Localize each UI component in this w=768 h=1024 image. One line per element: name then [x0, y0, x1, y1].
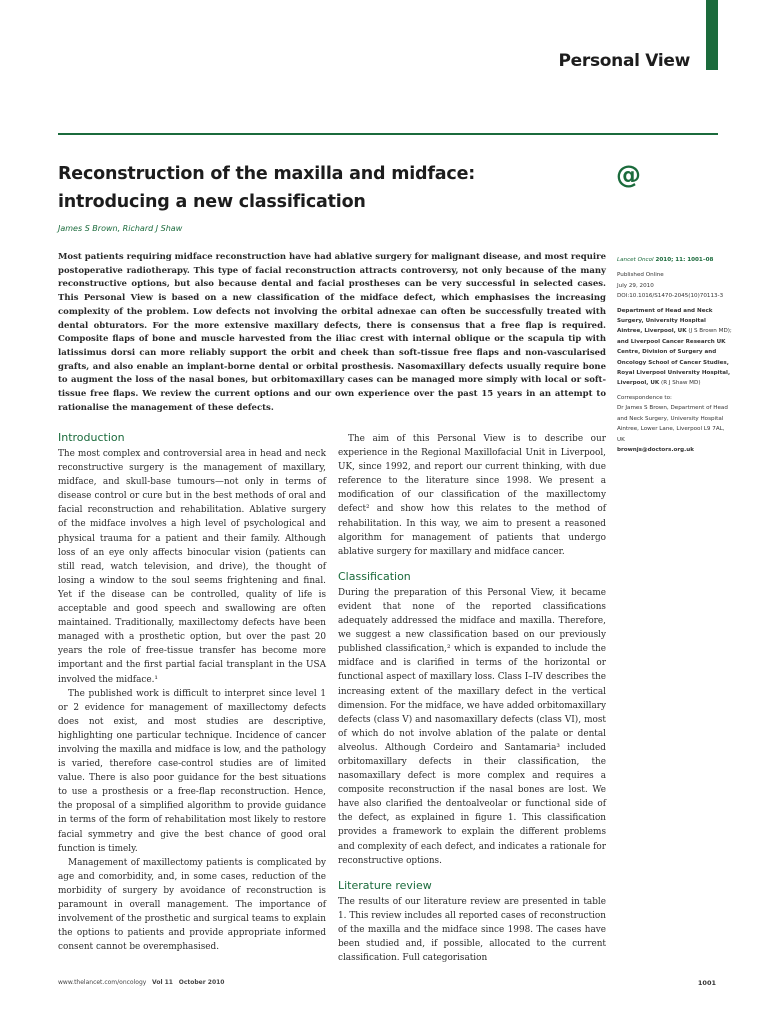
intro-paragraph-1: The most complex and controversial area in head and neck reconstructive surgery is the management of maxillary, midface, and skull-base tumours—not only in terms of disease control or cure but in the best methods of oral and facial reconstruction and rehabilitation. Ablative surgery of the midface involves a high level of psychological and physical trauma for a patient and their family. Although loss of an eye only affects binocular vision (patients can still read, watch television, and drive), the thought of losing a window to the soul seems frightening and final. Yet if the disease can be controlled, quality of life is acceptable and good speech and swallowing are often maintained. Traditionally, maxillectomy defects have been managed with a prosthetic option, but over the past 20 years the role of free-tissue transfer has become more important and the first partial facial transplant in the USA involved the midface.¹ — [58, 449, 326, 685]
online-first-icon[interactable]: @ — [616, 160, 641, 189]
affiliations — [617, 306, 733, 389]
literature-review-paragraph: The results of our literature review are presented in table 1. This review includes all reported cases of reconstruction of the maxilla and the midface since 1998. The cases have been studied and, if possible, allocated to the current classification. Full categorisation — [338, 896, 606, 964]
section-color-tab — [706, 0, 718, 70]
citation — [617, 255, 733, 265]
intro-paragraph-3: Management of maxillectomy patients is complicated by age and comorbidity, and, in some cases, reduction of the morbidity of surgery by avoidance of reconstruction is paramount in overall management. The importance of involvement of the prosthetic and surgical teams to explain the options to patients and provide appropriate informed consent cannot be overemphasised. — [58, 857, 326, 953]
citation-details: 2010; 11: 1001–08 — [653, 257, 714, 263]
body-column-right — [338, 430, 606, 965]
footer-volume: Vol 11 — [152, 979, 173, 986]
article-authors[interactable]: James S Brown, Richard J Shaw — [58, 224, 183, 233]
literature-review-heading: Literature review — [338, 878, 432, 892]
citation-journal: Lancet Oncol — [617, 257, 654, 263]
correspondence-label: Correspondence to: — [617, 394, 672, 401]
page-number: 1001 — [697, 979, 716, 987]
published-online-label: Published Online — [617, 272, 664, 279]
affiliation-2: and Liverpool Cancer Research UK Centre, Division of Surgery and Oncology School of Cancer Studies, Royal Liverpool University Hospital, Liverpool, UK — [617, 338, 731, 387]
header-divider — [58, 133, 718, 135]
affiliation-1: Department of Head and Neck Surgery, University Hospital Aintree, Liverpool, UK — [617, 307, 713, 335]
publication-info — [617, 270, 733, 301]
abstract: Most patients requiring midface reconstruction have had ablative surgery for malignant disease, and most require postoperative radiotherapy. This type of facial reconstruction attracts controversy, not only because of the many reconstructive options, but also because dental and facial prostheses can be very successful in selected cases. This Personal View is based on a new classification of the midface defect, which emphasises the increasing complexity of the problem. Low defects not involving the orbital adnexae can often be successfully treated with dental obturators. For the more extensive maxillary defects, there is consensus that a free flap is required. Composite flaps of bone and muscle harvested from the iliac crest with internal oblique or the scapula tip with latissimus dorsi can more reliably support the orbit and cheek than soft-tissue free flaps and non-vascularised grafts, and also enable an implant-borne dental or orbital prosthesis. Nasomaxillary defects usually require bone to augment the loss of the nasal bones, but orbitomaxillary cases can be managed more simply with local or soft-tissue free flaps. We review the current options and our own experience over the past 15 years in an attempt to rationalise the management of these defects. — [58, 252, 606, 413]
publication-date: July 29, 2010 — [617, 282, 654, 289]
classification-heading: Classification — [338, 569, 411, 583]
intro-paragraph-2: The published work is difficult to interpret since level 1 or 2 evidence for management of maxillectomy defects does not exist, and most studies are descriptive, highlighting one particular technique. Incidence of cancer involving the maxilla and midface is low, and the pathology is varied, therefore case-control studies are of limited value. There is also poor guidance for the best situations to use a prosthesis or a free-flap reconstruction. Hence, the proposal of a simplified algorithm to provide guidance in terms of the form of rehabilitation most likely to restore facial symmetry and give the best chance of good oral function is timely. — [58, 688, 326, 854]
article-sidebar — [617, 255, 733, 459]
correspondence-email[interactable]: brownjs@doctors.org.uk — [617, 446, 694, 453]
classification-paragraph: During the preparation of this Personal View, it became evident that none of the reported classifications adequately addressed the midface and maxilla. Therefore, we suggest a new classification based on our previously published classification,² which is expanded to include the midface and is clarified in terms of the horizontal or functional aspect of maxillary loss. Class I–IV describes the increasing extent of the maxillary defect in the vertical dimension. For the midface, we have added orbitomaxillary defects (class V) and nasomaxillary defects (class VI), most of which do not involve ablation of the palate or dental alveolus. Although Cordeiro and Santamaria³ included orbitomaxillary defects in their classification, the nasomaxillary defect is more complex and requires a composite reconstruction if the nasal bones are lost. We have also clarified the dentoalveolar or functional side of the defect, as explained in figure 1. This classification provides a framework to explain the different problems and complexity of each defect, and indicates a rationale for reconstructive options. — [338, 587, 606, 866]
correspondence — [617, 393, 733, 455]
doi[interactable]: DOI:10.1016/S1470-2045(10)70113-3 — [617, 293, 724, 300]
affiliation-1-person: (J S Brown MD); — [688, 328, 732, 335]
section-label: Personal View — [558, 51, 690, 71]
introduction-heading: Introduction — [58, 431, 125, 444]
footer-journal-info — [58, 979, 224, 986]
body-column-left — [58, 430, 326, 954]
article-title: Reconstruction of the maxilla and midface: introducing a new classification — [58, 164, 476, 212]
footer-date: October 2010 — [178, 979, 225, 986]
affiliation-2-person: (R J Shaw MD) — [661, 380, 701, 387]
footer-url[interactable]: www.thelancet.com/oncology — [58, 979, 147, 986]
aim-paragraph: The aim of this Personal View is to describe our experience in the Regional Maxillofacial Unit in Liverpool, UK, since 1992, and report our current thinking, with due reference to the literature since 1998. We present a modification of our classification of the maxillectomy defect² and show how this relates to the method of rehabilitation. In this way, we aim to present a reasoned algorithm for management of patients that undergo ablative surgery for maxillary and midface cancer. — [338, 434, 606, 557]
correspondence-address: Dr James S Brown, Department of Head and Neck Surgery, University Hospital Aintree, Lower Lane, Liverpool L9 7AL, UK — [617, 405, 728, 443]
